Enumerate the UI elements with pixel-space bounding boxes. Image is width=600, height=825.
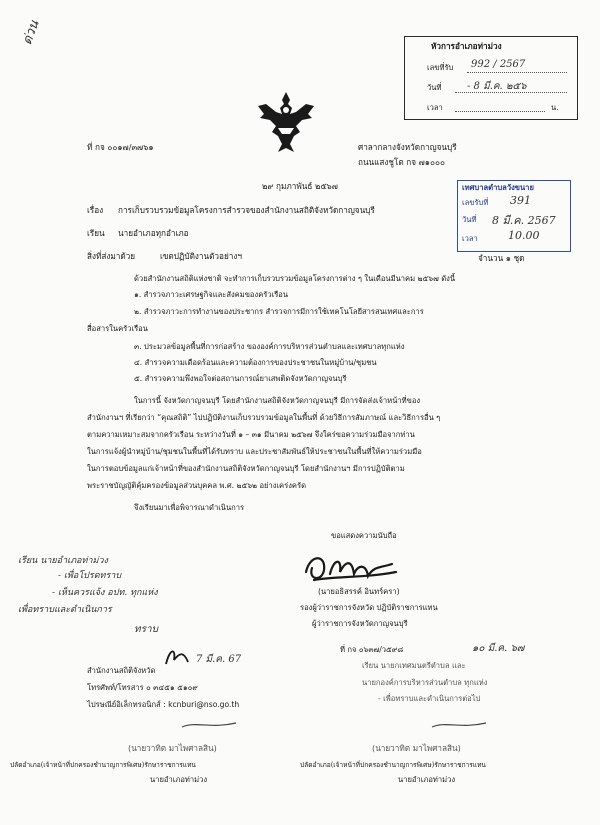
forward-to-line-3: - เพื่อทราบและดำเนินการต่อไป [378,694,481,703]
doc-number: ที่ กจ ๐๐๑๗/๓๗๖๑ [87,142,154,152]
doc-date: ๒๙ กุมภาพันธ์ ๒๕๖๗ [262,181,338,191]
handwritten-note-line: - เห็นควรแจ้ง อปท. ทุกแห่ง [52,588,158,598]
forward-date: ๑๐ มี.ค. ๖๗ [472,643,525,654]
receive-stamp-date-label: วันที่ [427,83,442,92]
tambon-stamp-date-label: วันที่ [462,215,477,224]
list-item: ๓. ประมวลข้อมูลพื้นที่การก่อสร้าง ขององค์การบริหารส่วนตำบลและเทศบาลทุกแห่ง [134,342,405,351]
signature-mark [296,550,406,586]
tambon-stamp-no-label: เลขรับที่ [462,198,489,207]
footer-office: สำนักงานสถิติจังหวัด [87,666,156,675]
receive-stamp-no-line [467,72,567,73]
signer-title-2: ผู้ว่าราชการจังหวัดกาญจนบุรี [312,619,408,628]
attachment-quantity: จำนวน ๑ ชุด [478,253,525,263]
office-name: ศาลากลางจังหวัดกาญจนบุรี [358,142,457,152]
bottom-left-name: (นายวาทิต มาไพศาลสิน) [128,743,217,753]
handwritten-note-line: เรียน นายอำเภอท่าม่วง [18,556,108,566]
to-text: นายอำเภอทุกอำเภอ [118,228,189,238]
attachment-text: เขตปฏิบัติงานตัวอย่างฯ [160,251,242,261]
bottom-right-title-2: นายอำเภอท่าม่วง [398,775,456,784]
handwritten-note-line: - เพื่อโปรดทราบ [58,571,122,581]
receive-stamp-date-value: - 8 มี.ค. ๒๕๖ [467,81,527,92]
receive-stamp-title: หัวการอำเภอท่าม่วง [431,41,502,51]
receive-stamp [404,36,578,120]
list-item: ๒. สำรวจภาวะการทำงานของประชากร สำรวจการมีการใช้เทคโนโลยีสารสนเทศและการ [134,307,424,316]
signer-title-1: รองผู้ว่าราชการจังหวัด ปฏิบัติราชการแทน [300,603,438,612]
initial-signature-mark [162,646,192,670]
subject-label: เรื่อง [87,205,104,215]
attachment-label: สิ่งที่ส่งมาด้วย [87,251,136,261]
handwritten-ack-date: 7 มี.ค. 67 [196,654,242,665]
handwritten-ack: ทราบ [134,624,158,635]
signer-name: (นายอธิสรรค์ อินทร์ครา) [318,587,400,596]
paragraph-line: ในการตอบข้อมูลแก่เจ้าหน้าที่ของสำนักงานสถิติจังหวัดกาญจนบุรี โดยสำนักงานฯ มีการปฏิบัติตาม [87,464,405,473]
paragraph-line: พระราชบัญญัติคุ้มครองข้อมูลส่วนบุคคล พ.ศ. ๒๕๖๒ อย่างเคร่งครัด [87,481,307,490]
tambon-stamp-no-value: 391 [510,194,531,207]
paragraph-line: ตามความเหมาะสมจากครัวเรือน ระหว่างวันที่ ๑ – ๓๑ มีนาคม ๒๕๖๗ จึงใคร่ขอความร่วมมือจากท่าน [87,430,415,439]
tambon-receive-stamp [457,180,571,252]
receive-stamp-no-label: เลขที่รับ [427,63,454,72]
paragraph-line: สำนักงานฯ ที่เรียกว่า “คุณสถิติ” ไปปฏิบัติงานเก็บรวบรวมข้อมูลในพื้นที่ ด้วยวิธีการสัมภาษณ์ และวิธีการอื่น ๆ [87,413,441,422]
bottom-right-signature-mark [430,716,490,728]
bottom-left-title-2: นายอำเภอท่าม่วง [150,775,208,784]
footer-phone: โทรศัพท์/โทรสาร ๐ ๓๔๕๑ ๕๑๐๙ [87,683,198,692]
tambon-stamp-time-value: 10.00 [508,229,540,242]
intro-paragraph: ด้วยสำนักงานสถิติแห่งชาติ จะทำการเก็บรวบรวมข้อมูลโครงการต่าง ๆ ในเดือนมีนาคม ๒๕๖๗ ดังนี้ [134,274,456,283]
garuda-emblem-icon [256,88,316,156]
forward-to-line-2: นายกองค์การบริหารส่วนตำบล ทุกแห่ง [362,678,488,687]
paragraph-line: ในการแจ้งผู้นำหมู่บ้าน/ชุมชนในพื้นที่ได้รับทราบ และประชาสัมพันธ์ให้ประชาชนในพื้นที่ให้ความร่วมมือ [87,447,422,456]
bottom-left-title-1: ปลัดอำเภอ(เจ้าหน้าที่ปกครองชำนาญการพิเศษ)รักษาราชการแทน [10,761,196,769]
bottom-right-title-1: ปลัดอำเภอ(เจ้าหน้าที่ปกครองชำนาญการพิเศษ)รักษาราชการแทน [300,761,486,769]
corner-handwritten-mark: ด่วน [19,18,43,47]
bottom-right-name: (นายวาทิต มาไพศาลสิน) [372,743,461,753]
receive-stamp-no-value: 992 / 2567 [471,59,526,70]
list-item: ๔. สำรวจความเดือดร้อนและความต้องการของประชาชนในหมู่บ้าน/ชุมชน [134,358,377,367]
receive-stamp-time-line [455,111,545,112]
tambon-stamp-date-value: 8 มี.ค. 2567 [492,214,556,227]
office-address: ถนนแสงชูโต กจ ๗๑๐๐๐ [358,157,446,167]
forward-doc-number: ที่ กจ ๐๖๓๗/ว๕๙๘ [340,645,404,654]
list-item-continuation: สื่อสารในครัวเรือน [87,324,148,333]
list-item: ๕. สำรวจความพึงพอใจต่อสถานการณ์ยาเสพติดจังหวัดกาญจนบุรี [134,374,347,383]
footer-email: ไปรษณีย์อิเล็กทรอนิกส์ : kcnburi@nso.go.th [87,700,240,709]
receive-stamp-time-label: เวลา [427,103,443,112]
receive-stamp-date-line [455,92,567,93]
handwritten-note-line: เพื่อทราบและดำเนินการ [18,605,112,615]
closing-salutation: ขอแสดงความนับถือ [331,531,397,540]
tambon-stamp-time-label: เวลา [462,234,478,243]
receive-stamp-time-value: น. [551,103,559,112]
paragraph-line: ในการนี้ จังหวัดกาญจนบุรี โดยสำนักงานสถิติจังหวัดกาญจนบุรี มีการจัดส่งเจ้าหน้าที่ของ [134,396,421,405]
closing-request: จึงเรียนมาเพื่อพิจารณาดำเนินการ [134,503,245,512]
forward-to-line-1: เรียน นายกเทศมนตรีตำบล และ [362,661,466,670]
bottom-left-signature-mark [180,716,240,728]
list-item: ๑. สำรวจภาวะเศรษฐกิจและสังคมของครัวเรือน [134,290,289,299]
tambon-stamp-title: เทศบาลตำบลวังขนาย [462,183,534,192]
to-label: เรียน [87,228,105,238]
subject-text: การเก็บรวบรวมข้อมูลโครงการสำรวจของสำนักงานสถิติจังหวัดกาญจนบุรี [118,205,375,215]
